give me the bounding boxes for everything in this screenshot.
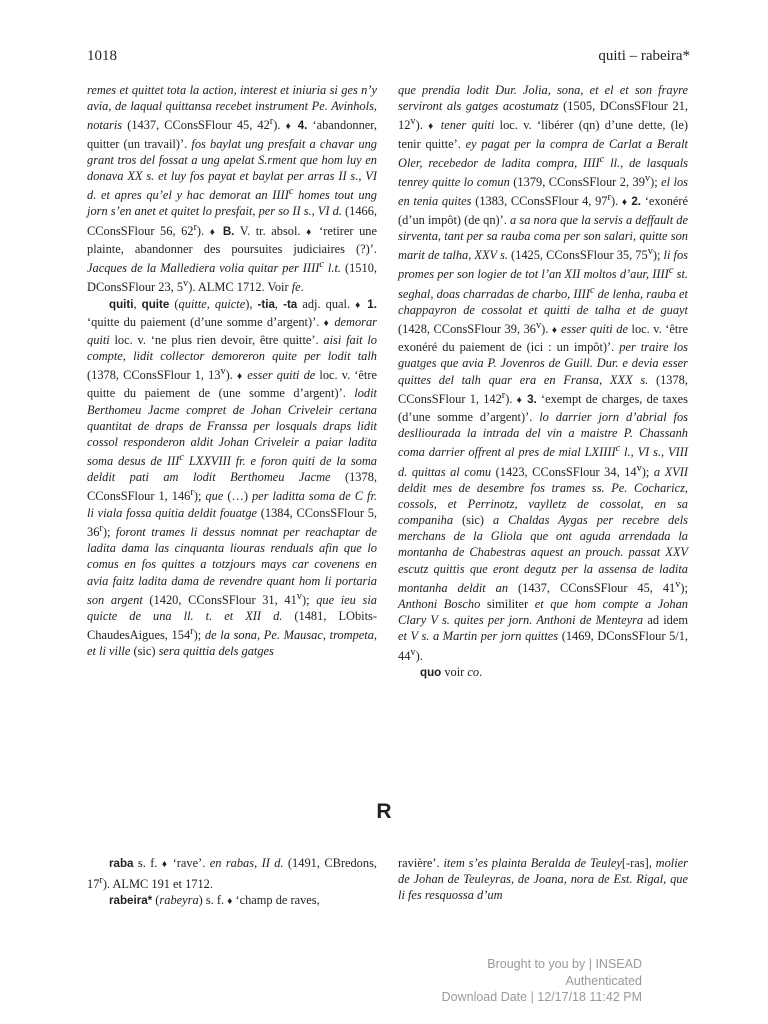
entry-quiti: quiti, quite (quitte, quicte), -tia, -ta adj. qual. ♦ 1. ‘quitte du paiement (d’une somme d’argent)’. ♦ demorar quiti loc. v. ‘ne plus rien devoir, être quitte’. aisi fait lo compte, lidit collector demoreron quite per lodit talh (1378, CConsSFlour 1, 13$^v$). ♦ esser quiti de loc. v. ‘être quitte du paiement de (une somme d’argent)’. lodit Berthomeu Jacme compret de Johan Criveleir certana quantitat de draps de Franssa per losquals draps lidit cossol responderon aldit Johan Criveleir a paiar ladita soma desus de III$^c$ LXXVIII fr. e foron quiti de la soma deldit pati am lodit Berthomeu Jacme (1378, CConsSFlour 1, 146$^r$); que (…) per laditta soma de C fr. li viala fossa quitia deldit fouatge (1384, CConsSFlour 5, 36$^r$); foront trames li dessus nomnat per reachaptar de ladita dama las cinquanta liouras renduals afin que lo comus en fos quittes a totzjours mays car covenens en avia faitz ladita dama de revendre quant hom li portaria son argent (1420, CConsSFlour 31, 41$^v$); que ieu sia quicte de una ll. t. et XII d. (1481, LObits-ChaudesAigues, 154$^r$); de la sona, Pe. Mausac, trompeta, et li ville (sic) sera quittia dels gatges	[87, 296, 378, 659]
watermark-line-1: Brought to you by | INSEAD	[487, 957, 642, 971]
watermark-line-3: Download Date | 12/17/18 11:42 PM	[441, 990, 642, 1004]
left-column-r	[87, 855, 377, 911]
entry-continuation: remes et quittet tota la action, interest et iniuria si ges n’y avia, de laqual quittansa recebet instrument Pe. Avinhols, notaris (1437, CConsSFlour 45, 42$^r$). ♦ 4. ‘abandonner, quitter (un travail)’. fos baylat ung presfait a chavar ung grant tros del fossat a ung apelat S.rment que hom luy en donava XX s. et luy fos payat et baylat per arras II s., VI d. et apres qu’el y hac demorat an IIII$^c$ homes tout ung jorn s’en anet et quitet lo presfait, per so II s., VI d. (1466, CConsSFlour 56, 62$^r$). ♦ B. V. tr. absol. ♦ ‘retirer une plainte, abandonner des poursuites judiciaires (?)’. Jacques de la Mallediera volia quitar per IIII$^c$ l.t. (1510, DConsSFlour 23, 5$^v$). ALMC 1712. Voir fe.	[87, 83, 378, 295]
entry-quiti-continued: que prendia lodit Dur. Jolia, sona, et el et son frayre serviront als gatges acostumatz (1505, DConsSFlour 21, 12$^v$). ♦ tener quiti loc. v. ‘libérer (qn) d’une dette, (le) tenir quitte’. ey pagat per la compra de Carlat a Beralt Oler, recebedor de ladita compra, IIII$^c$ ll., de lasquals tenrey quitte lo comun (1379, CConsSFlour 2, 39$^v$); el los en tenia quites (1383, CConsSFlour 4, 97$^r$). ♦ 2. ‘exonéré (d’un impôt) (de qn)’. a sa nora que la servis a deffault de sirventa, tant per sa rauba coma per son salari, quitte son marit de talha, XXV s. (1425, CConsSFlour 35, 75$^v$); li fos promes per son logier de tot l’an XII moltos d’aur, IIII$^c$ st. seghal, doas charradas de charbo, IIII$^c$ de lenha, rauba et chappayron de cossolat et quitti de talha et de guayt (1428, CConsSFlour 39, 36$^v$). ♦ esser quiti de loc. v. ‘être exonéré du paiement de (ici : un impôt)’. per traire los guatges que avia P. Jovenros de Guill. Dur. e devia esser quittes del talh quar era en Fransa, XXX s. (1378, CConsSFlour 1, 142$^r$). ♦ 3. ‘exempt de charges, de taxes (d’une somme d’argent)’. lo darrier jorn d’abrial fos deslliourada la intrada del vin a maistre P. Chassanh coma darrier offrent al pres de mial LXIIII$^c$ l., VI s., VIII d. quittas al comu (1423, CConsSFlour 34, 14$^v$); a XVII deldit mes de desembre fos trames ss. Pe. Cocharicz, cossols, et Perrinotz, vaylletz de cossolat, en sa companiha (sic) a Chaldas Aygas per recebre dels merchans de la Gliola que ont aguda arrendada la montanha de Chabestras aquest an prouch. passat XXV escutz quittis que eront degutz per la assensa de ladita montanha deldit an (1437, CConsSFlour 45, 41$^v$); Anthoni Boscho similiter et que hom compte a Johan Clary V s. quites per jorn. Anthoni de Menteyra ad idem et V s. a Martin per jorn quittes (1469, DConsSFlour 5/1, 44$^v$).	[398, 83, 689, 663]
watermark-line-2: Authenticated	[565, 973, 642, 988]
page-number: 1018	[87, 48, 117, 64]
entry-quo: quo voir co.	[420, 664, 483, 679]
entry-rabeira: rabeira* (rabeyra) s. f. ♦ ‘champ de raves,	[109, 893, 320, 908]
entry-rabeira-continued: ravière’. item s’es plainta Beralda de Teuley[-ras], molier de Johan de Teuleyras, de Joana, nora de Est. Rigal, que li fes resquossa d’um	[398, 856, 689, 903]
download-watermark	[442, 956, 642, 1006]
running-head: quiti – rabeira*	[598, 48, 690, 64]
section-letter: R	[376, 800, 392, 823]
right-column-r	[398, 855, 688, 903]
left-column	[87, 82, 377, 660]
right-column	[398, 82, 688, 681]
entry-raba: raba s. f. ♦ ‘rave’. en rabas, II d. (1491, CBredons, 17$^r$). ALMC 191 et 1712.	[87, 856, 377, 892]
